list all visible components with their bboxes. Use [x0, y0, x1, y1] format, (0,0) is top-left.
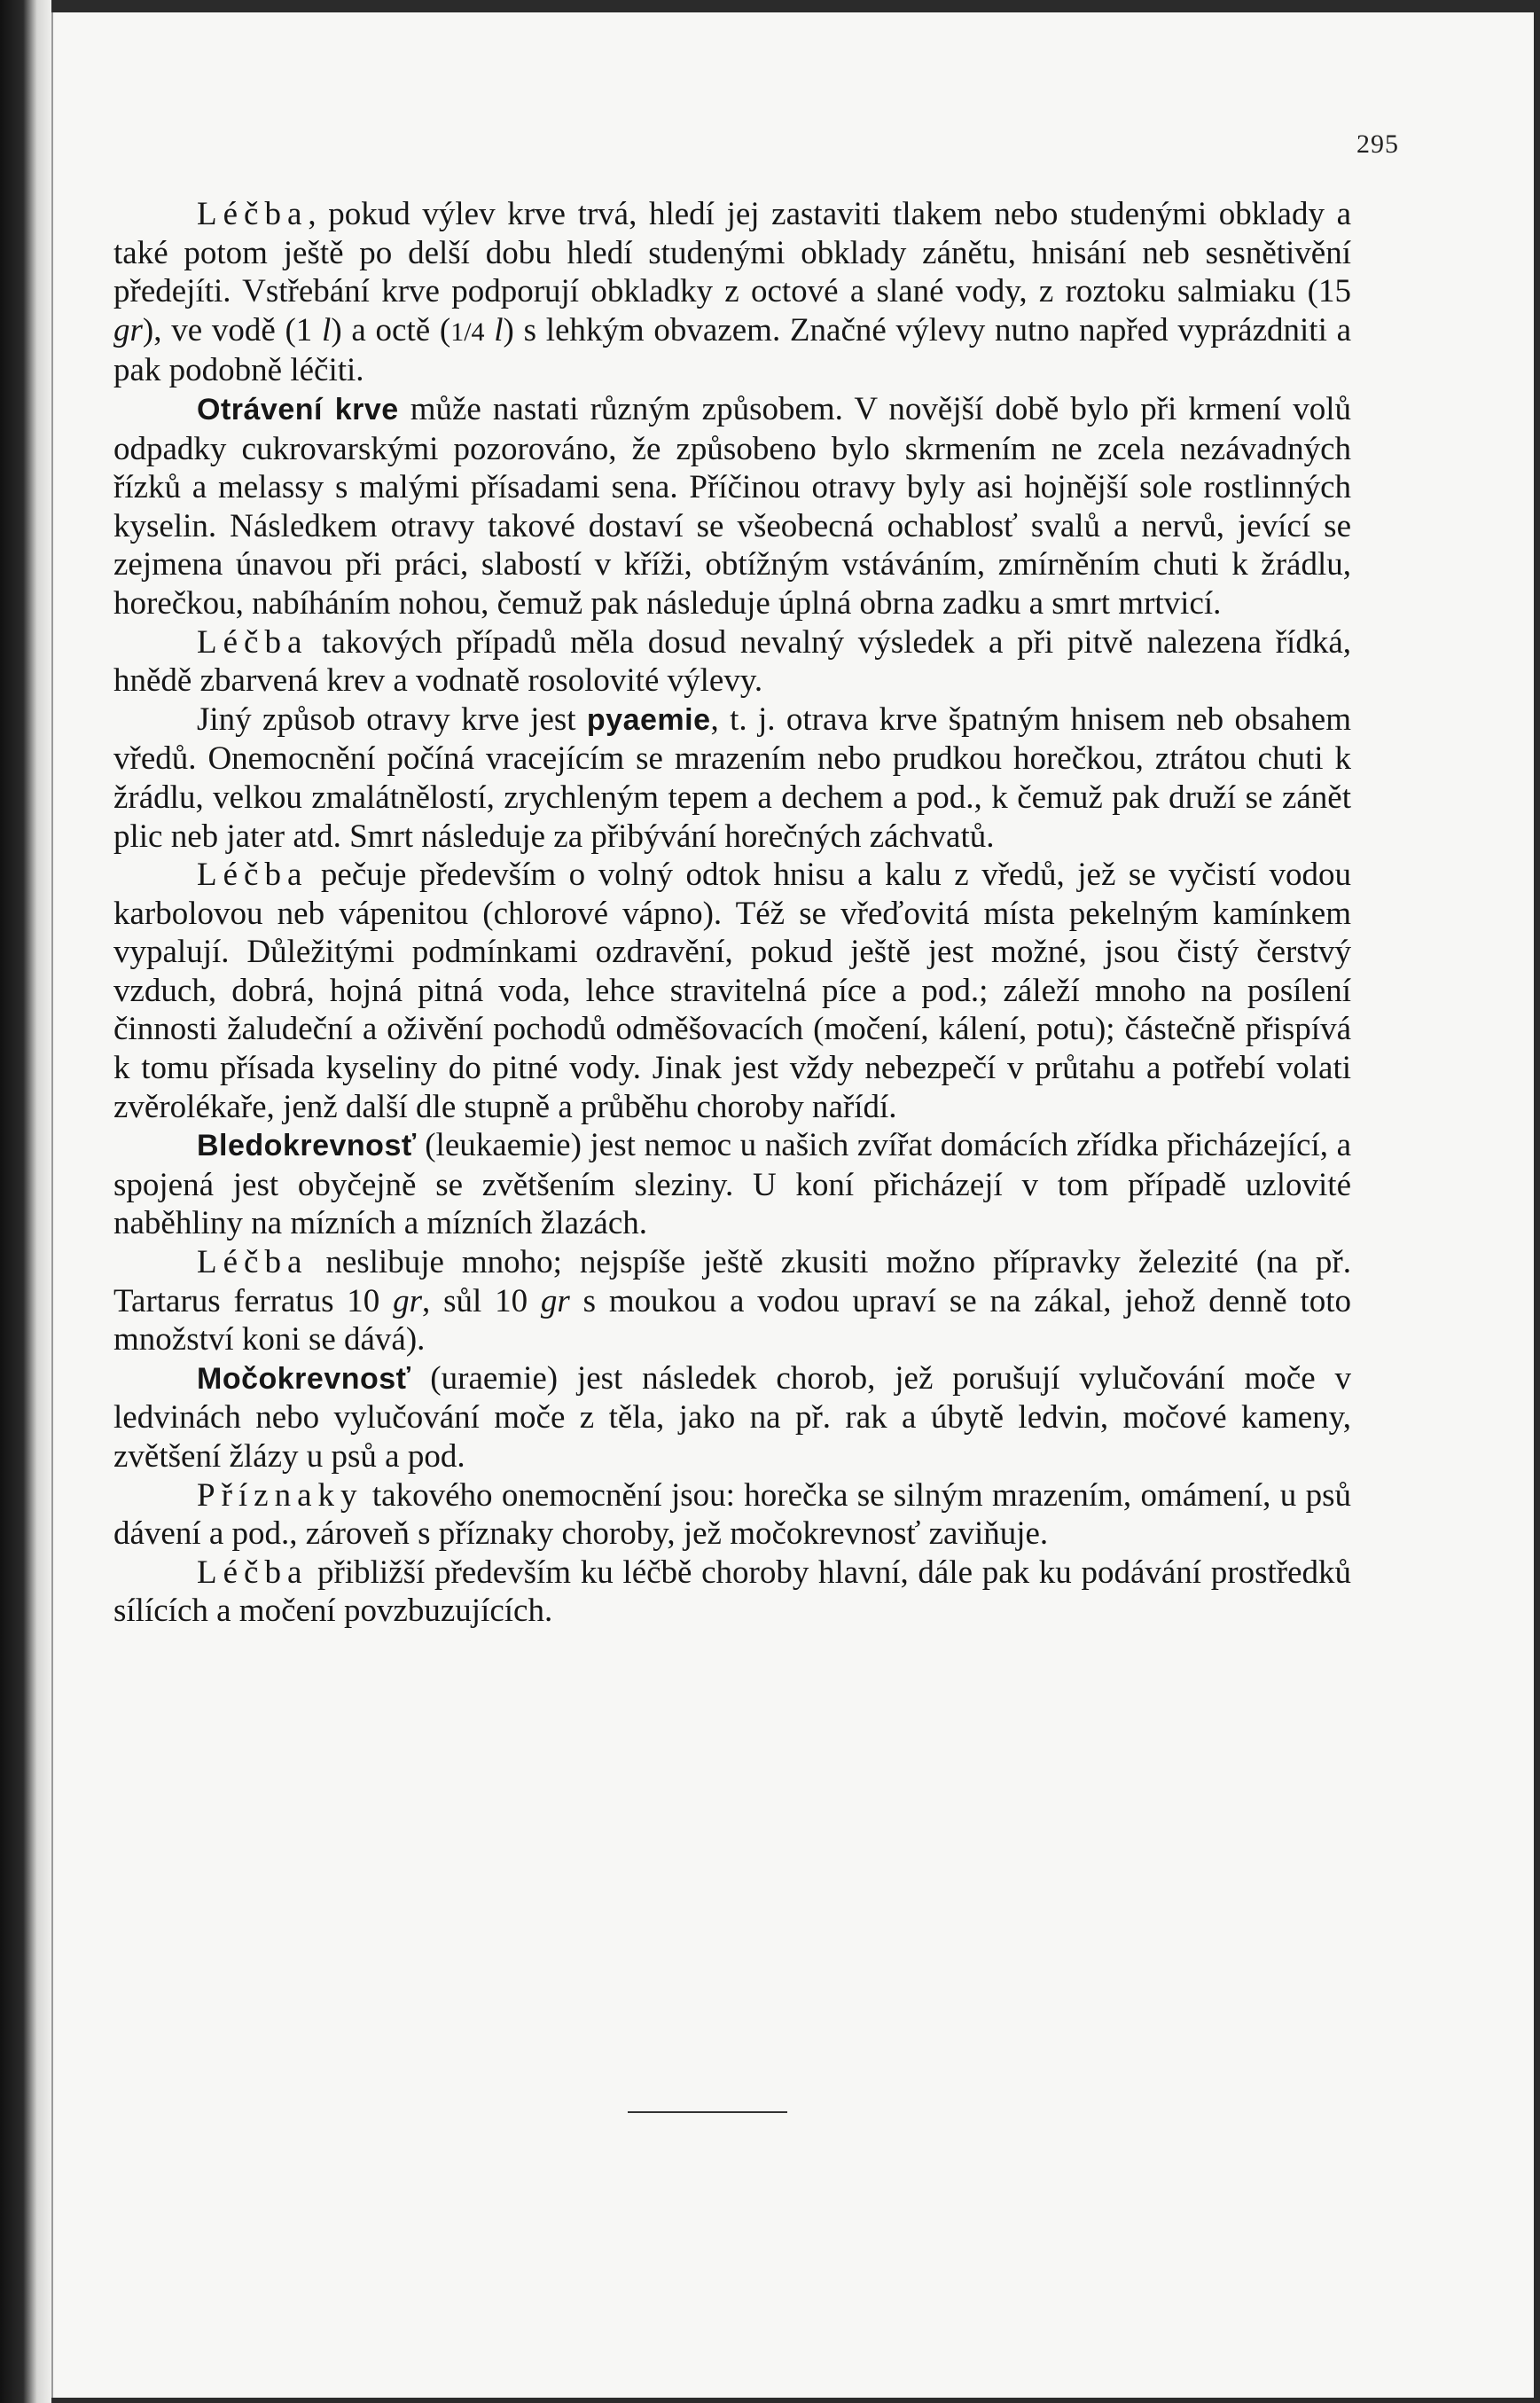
paragraph: [113, 1359, 1351, 1476]
spaced-word: Příznaky: [197, 1476, 364, 1514]
spaced-word: Léčba: [197, 1554, 309, 1591]
text-run: takových případů měla dosud nevalný výsledek a při pitvě nalezena řídká, hnědě zbarvená krev a vodnatě rosolovité výlevy.: [113, 623, 1351, 700]
text-run: 1/4: [450, 317, 485, 347]
spaced-word: Léčba: [197, 196, 309, 232]
text-run: [485, 312, 495, 348]
text-run: pečuje především o volný odtok hnisu a kalu z vředů, jež se vyčistí vodou karbolovou neb vápenitou (chlorové vápno). Též se vřeďovitá místa pekelným kamínkem vypalují. Důležitými podmínkami ozdravění, pokud ještě jest možné, jsou čistý čerstvý vzduch, dobrá, hojná pitná voda, lehce stravitelná píce a pod.; záleží mnoho na posílení činnosti žaludeční a oživění pochodů odměšovacích (močení, kálení, potu); částečně přispívá k tomu přísada kyseliny do pitné vody. Jinak jest vždy nebezpečí v průtahu a potřebí volati zvěrolékaře, jenž další dle stupně a průběhu choroby nařídí.: [113, 857, 1351, 1125]
text-run: l: [494, 311, 504, 348]
term-heading: Otrávení krve: [197, 392, 399, 427]
term-heading: Močokrevnosť: [197, 1361, 411, 1396]
body-text: [113, 195, 1351, 1631]
paragraph: [113, 1126, 1351, 1243]
paragraph: [113, 390, 1351, 623]
paragraph: [113, 856, 1351, 1126]
text-run: Jiný způsob otravy krve jest: [197, 701, 587, 738]
text-run: gr: [540, 1282, 570, 1319]
text-run: , t. j. otrava krve špatným hnisem neb obsahem vředů. Onemocnění počíná vracejícím se mrazením nebo prudkou horečkou, ztrátou chuti k žrádlu, velkou zmalátnělostí, zrychleným tepem a dechem a pod., k čemuž pak druží se zánět plic neb jater atd. Smrt následuje za přibývání horečných záchvatů.: [113, 701, 1351, 855]
text-run: může nastati různým způsobem. V novější době bylo při krmení volů odpadky cukrovarskými pozorováno, že způsobeno bylo skrmením ne zcela nezávadných řízků a melassy s malými přísadami sena. Příčinou otravy byly asi hojnější sole rostlinných kyselin. Následkem otravy takové dostaví se všeobecná ochablosť svalů a nervů, jevící se zejmena únavou při práci, slabostí v kříži, obtížným vstáváním, zmírněním chuti k žrádlu, horečkou, nabíháním nohou, čemuž pak následuje úplná obrna zadku a smrt mrtvicí.: [113, 390, 1351, 622]
text-run: s moukou a vodou upraví se na zákal, jehož denně toto množství koni se dává).: [113, 1282, 1351, 1358]
paragraph: [113, 623, 1351, 701]
text-run: l: [322, 311, 332, 348]
text-run: gr: [393, 1282, 423, 1319]
text-run: gr: [113, 311, 143, 348]
paragraph: [113, 1243, 1351, 1359]
text-run: (uraemie) jest následek chorob, jež porušují vylučování moče v ledvinách nebo vylučování moče z těla, jako na př. rak a úbytě ledvin, močové kameny, zvětšení žlázy u psů a pod.: [113, 1359, 1351, 1475]
paragraph: [113, 701, 1351, 856]
paragraph: [113, 1476, 1351, 1554]
text-run: (leukaemie) jest nemoc u našich zvířat domácích zřídka přicházející, a spojená jest obyčejně se zvětšením sleziny. U koní přicházejí v tom případě uzlovité naběhliny na mízních a mízních žlazách.: [113, 1127, 1351, 1242]
term-heading: Bledokrevnosť: [197, 1129, 417, 1163]
text-run: ), ve vodě (1: [142, 311, 323, 348]
end-rule: [628, 2111, 787, 2113]
page-edge-shadow: [0, 0, 51, 2403]
text-run: ) a octě (: [331, 311, 451, 348]
paragraph: [113, 1554, 1351, 1631]
text-run: ) s lehkým obvazem. Značné výlevy nutno napřed vyprázdniti a pak podobně léčiti.: [113, 311, 1351, 389]
text-run: přibližší především ku léčbě choroby hlavní, dále pak ku podávání prostředků sílících a močení povzbuzujících.: [113, 1554, 1351, 1630]
paragraph: [113, 195, 1351, 390]
text-run: , pokud výlev krve trvá, hledí jej zastaviti tlakem nebo studenými obklady a také potom ještě po delší dobu hledí studenými obklady zánětu, hnisání neb sesnětivění předejíti. Vstřebání krve podporují obkladky z octové a slané vody, z roztoku salmiaku (15: [113, 196, 1351, 310]
spaced-word: Léčba: [197, 623, 309, 661]
spaced-word: Léčba: [197, 857, 309, 894]
text-run: takového onemocnění jsou: horečka se silným mrazením, omámení, u psů dávení a pod., zároveň s příznaky choroby, jež močokrevnosť zaviňuje.: [113, 1476, 1351, 1553]
spaced-word: Léčba: [197, 1244, 309, 1281]
text-run: neslibuje mnoho; nejspíše ještě zkusiti možno přípravky železité (na př. Tartarus ferratus 10: [113, 1244, 1351, 1319]
page-number: 295: [1356, 129, 1399, 159]
term-heading: pyaemie: [586, 702, 711, 737]
text-run: , sůl 10: [422, 1282, 541, 1319]
